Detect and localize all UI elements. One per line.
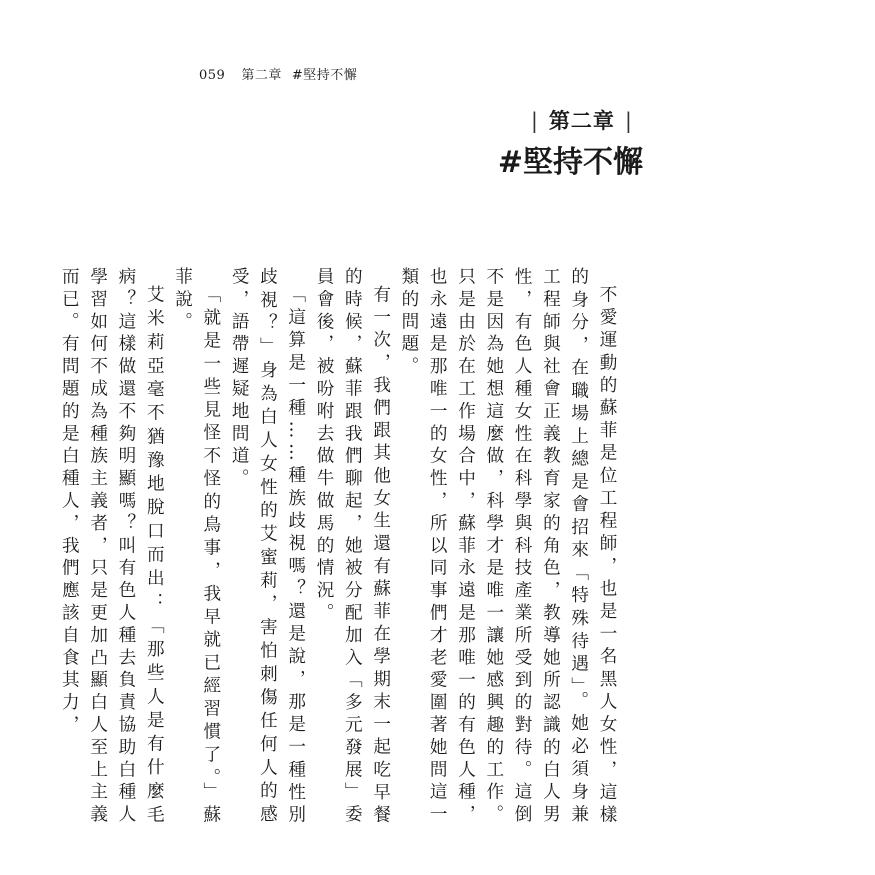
- chapter-label-text: 第二章: [548, 108, 615, 133]
- paragraph: 不愛運動的蘇菲是位工程師，也是一名黑人女性，這樣的身分，在職場上總是會招來「特殊待遇」。她必須身兼工程師與社會正義教育家的角色，教導她所認識的白人男性，有色人種女性在科學與科技產業所受到的對待。這倒不是因為她想這麼做，科學才是唯一讓她感興趣的工作。只是由於在工作場合中，蘇菲永遠是那唯一的有色人種，也永遠是那唯一的女性，所以同事們才老愛圍著她問這一類的問題。: [398, 267, 617, 827]
- chapter-bar-right: |: [624, 109, 633, 133]
- paragraph: 艾米莉亞毫不猶豫地脫口而出：「那些人是有什麼毛病？這樣做還不夠明顯嗎？叫有色人種去負責協助白種人學習如何不成為種族主義者，只是更加凸顯白人至上主義而已。有問題的是白種人，我們應該自食其力，: [59, 267, 165, 827]
- body-text: [59, 267, 621, 827]
- chapter-bar-left: |: [530, 109, 539, 133]
- chapter-label: [498, 108, 643, 134]
- paragraph: 有一次，我們跟其他女生還有蘇菲在學期末一起吃早餐的時候，蘇菲跟我們聊起，她被分配加入「多元發展」委員會後，被吩咐去做牛做馬的情況。: [314, 267, 391, 827]
- running-head-chapter: 第二章: [241, 68, 282, 83]
- chapter-heading: [498, 108, 643, 182]
- paragraph: 「這算是一種……種族歧視嗎？還是說，那是一種性別歧視？」身為白人女性的艾蜜莉，害怕刺傷任何人的感受，語帶遲疑地問道。: [229, 267, 306, 827]
- page-number: 059: [199, 68, 226, 83]
- paragraph: 「就是一些見怪不怪的鳥事，我早就已經習慣了。」蘇菲說。: [172, 267, 221, 827]
- chapter-title: #堅持不懈: [497, 145, 643, 180]
- running-head-topic: #堅持不懈: [291, 68, 358, 83]
- running-head: [199, 64, 357, 83]
